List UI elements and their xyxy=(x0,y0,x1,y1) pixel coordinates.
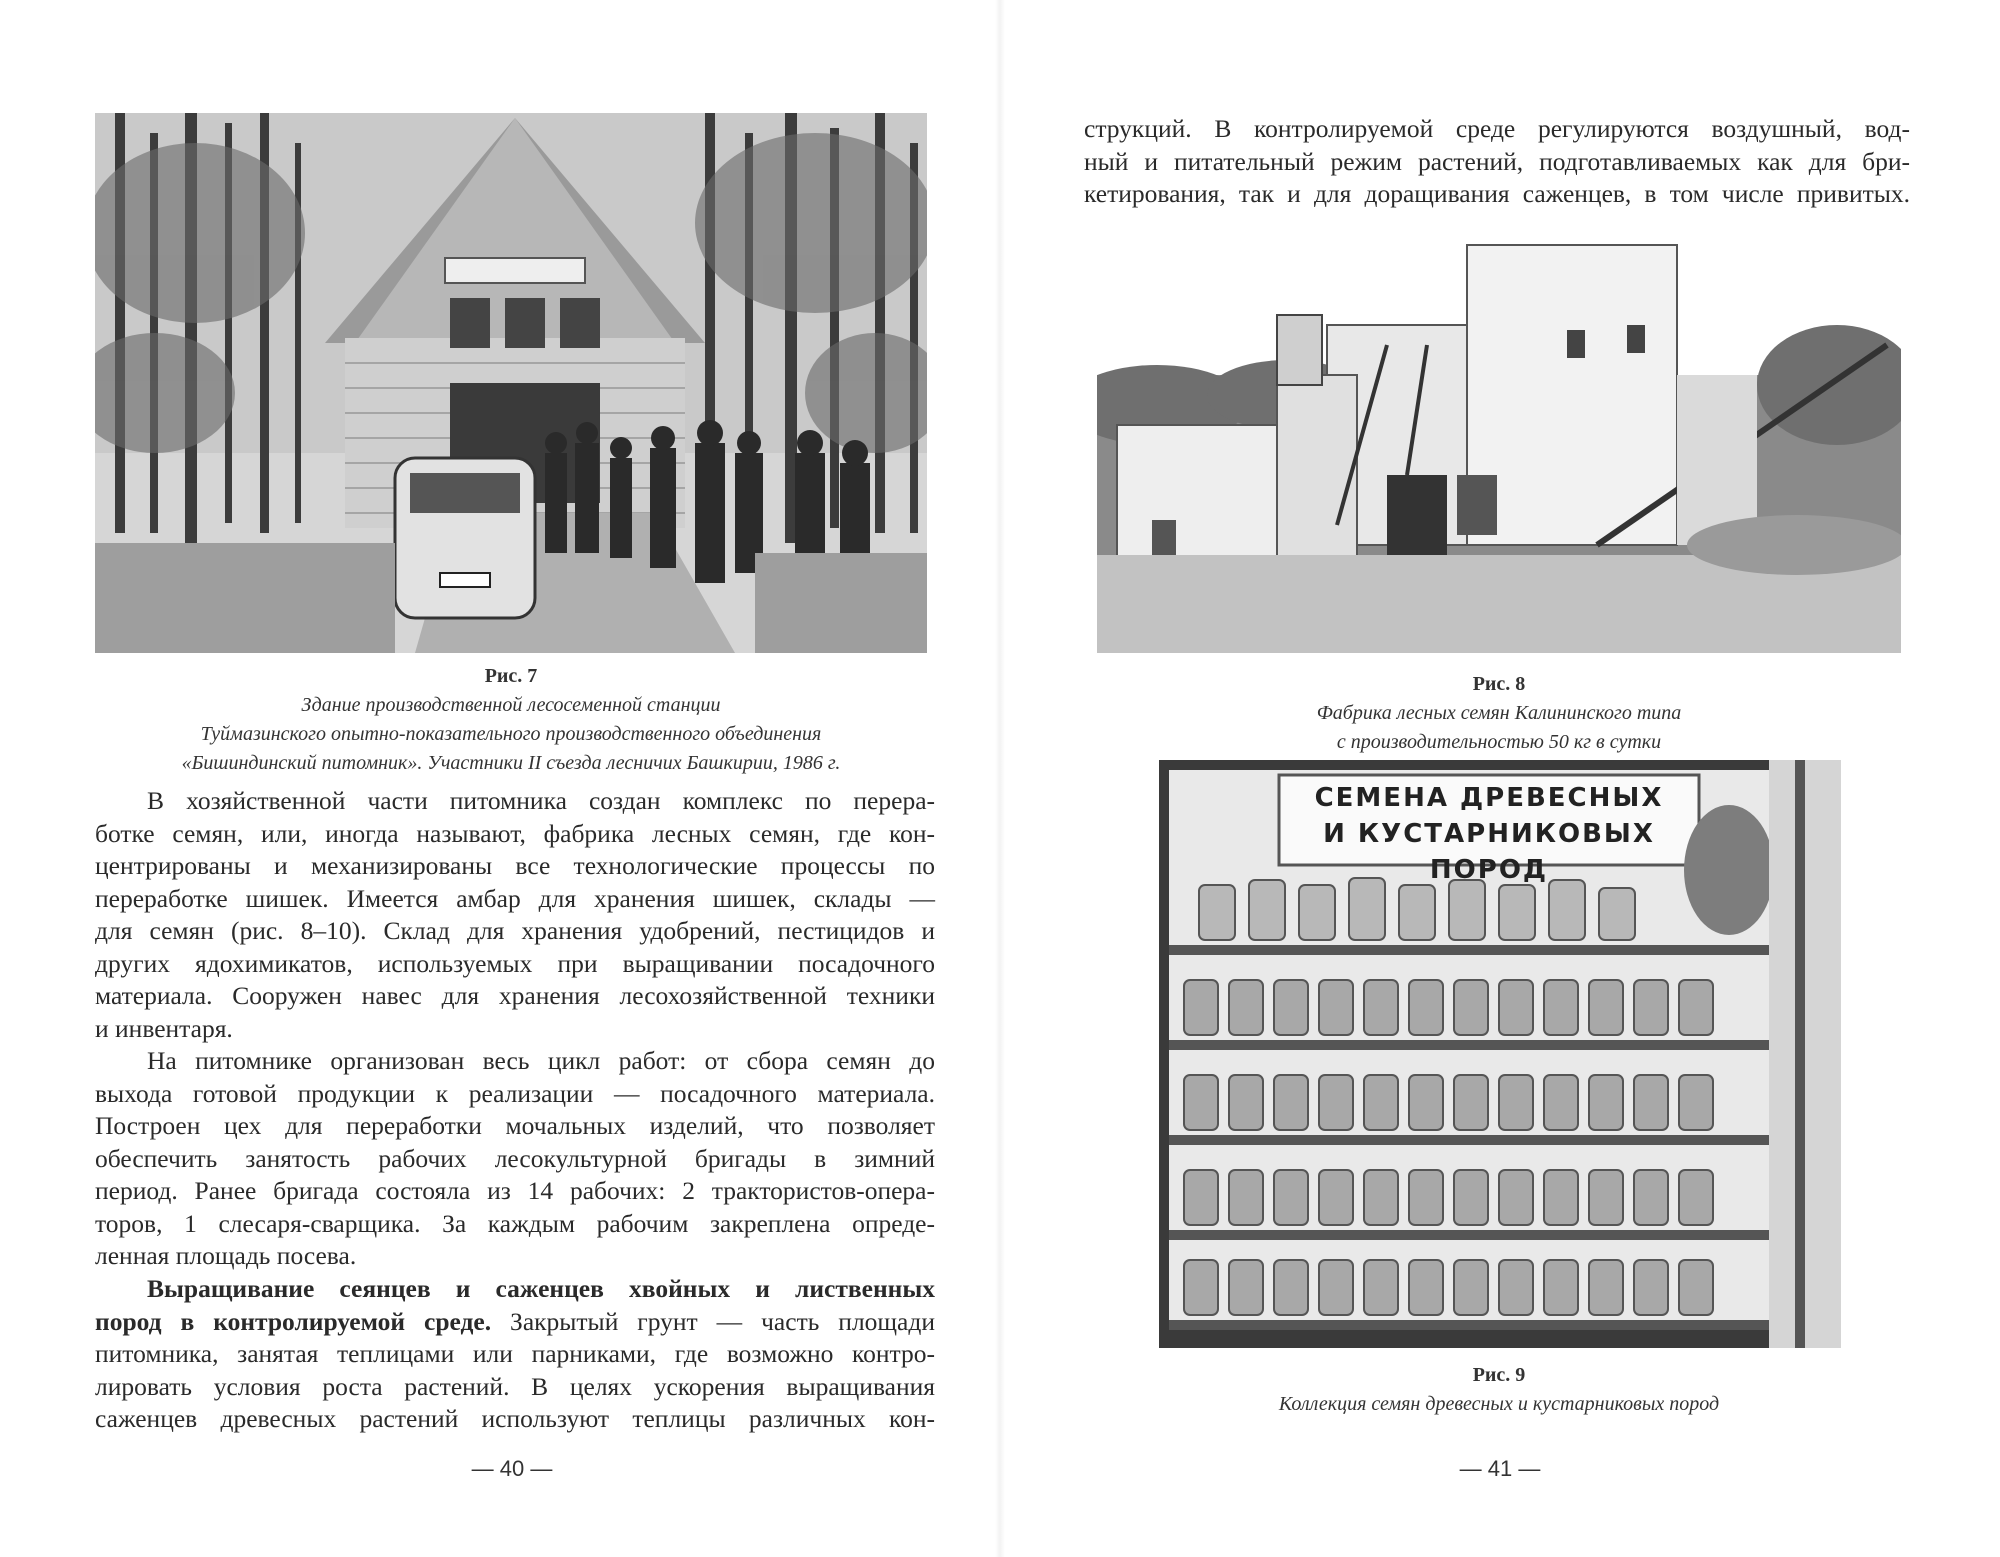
page-number-left: — 40 — xyxy=(471,1456,553,1481)
figure-7-label: Рис. 7 xyxy=(484,665,538,687)
text-line: питомника, занятая теплицами или парниками, где возможно контро- xyxy=(95,1339,935,1368)
paragraph-3 xyxy=(95,1273,935,1436)
figure-8-photo xyxy=(1097,225,1901,653)
text-line: для семян (рис. 8–10). Склад для хранения удобрений, пестицидов и xyxy=(95,916,935,945)
figure-9-caption-line: Коллекция семян древесных и кустарниковых пород xyxy=(1278,1393,1720,1415)
text-line: лировать условия роста растений. В целях ускорения выращивания xyxy=(95,1371,935,1401)
sign-line: И КУСТАРНИКОВЫХ ПОРОД xyxy=(1323,819,1655,885)
figure-7-caption-line: Туймазинского опытно-показательного производственного объединения xyxy=(200,723,822,745)
text-line: период. Ранее бригада состояла из 14 рабочих: 2 трактористов-опера- xyxy=(95,1176,935,1205)
paragraph-1 xyxy=(95,785,935,1045)
text-fragment: Закрытый грунт — часть площади xyxy=(491,1306,935,1336)
text-line: кетирования, так и для доращивания саженцев, в том числе привитых. xyxy=(1084,179,1910,208)
text-line: струкций. В контролируемой среде регулируются воздушный, вод- xyxy=(1084,114,1910,143)
figure-9-label: Рис. 9 xyxy=(1472,1364,1526,1386)
figure-9-caption xyxy=(1097,1390,1901,1419)
text-line: Построен цех для переработки мочальных изделий, что позволяет xyxy=(95,1111,935,1140)
sign-line: СЕМЕНА ДРЕВЕСНЫХ xyxy=(1314,783,1664,813)
text-line: ленная площадь посева. xyxy=(95,1241,357,1270)
text-line: ботке семян, или, иногда называют, фабрика лесных семян, где кон- xyxy=(95,818,935,848)
right-page xyxy=(1000,0,2000,1557)
right-top-text xyxy=(1084,113,1910,211)
text-line: На питомнике организован весь цикл работ: от сбора семян до xyxy=(147,1046,935,1075)
seed-collection-sign xyxy=(1284,780,1694,888)
text-line: торов, 1 слесаря-сварщика. За каждым рабочим закреплена опреде- xyxy=(95,1208,935,1238)
figure-8-caption-line: Фабрика лесных семян Калининского типа xyxy=(1316,702,1682,724)
bold-heading-fragment: пород в контролируемой среде. xyxy=(95,1306,492,1336)
text-line: обеспечить занятость рабочих лесокультурной бригады в зимний xyxy=(95,1143,935,1173)
text-line: В хозяйственной части питомника создан комплекс по перера- xyxy=(147,786,935,815)
text-line: саженцев древесных растений используют теплицы различных кон- xyxy=(95,1404,935,1433)
figure-7-photo xyxy=(95,113,927,653)
figure-8-caption-line: с производительностью 50 кг в сутки xyxy=(1336,731,1662,753)
text-line: материала. Сооружен навес для хранения лесохозяйственной техники xyxy=(95,981,935,1010)
text-line: других ядохимикатов, используемых при выращивании посадочного xyxy=(95,948,935,978)
text-line xyxy=(95,1306,935,1339)
figure-9-photo xyxy=(1159,760,1841,1348)
text-line: ный и питательный режим растений, подготавливаемых как для бри- xyxy=(1084,146,1910,176)
figure-8-caption xyxy=(1097,699,1901,757)
paragraph-2 xyxy=(95,1045,935,1273)
figure-7-caption-line: Здание производственной лесосеменной станции xyxy=(301,694,721,716)
figure-7-caption-line: «Бишиндинский питомник». Участники II съезда лесничих Башкирии, 1986 г. xyxy=(181,752,841,774)
text-line: переработке шишек. Имеется амбар для хранения шишек, склады — xyxy=(95,883,935,913)
page-number-right: — 41 — xyxy=(1459,1456,1541,1481)
figure-7-caption xyxy=(95,691,927,778)
text-line: центрированы и механизированы все технологические процессы по xyxy=(95,851,935,880)
text-line-bold: Выращивание сеянцев и саженцев хвойных и лиственных xyxy=(147,1274,935,1303)
text-line: и инвентаря. xyxy=(95,1013,233,1043)
figure-8-label: Рис. 8 xyxy=(1472,673,1526,695)
text-line: выхода готовой продукции к реализации — посадочного материала. xyxy=(95,1078,935,1108)
